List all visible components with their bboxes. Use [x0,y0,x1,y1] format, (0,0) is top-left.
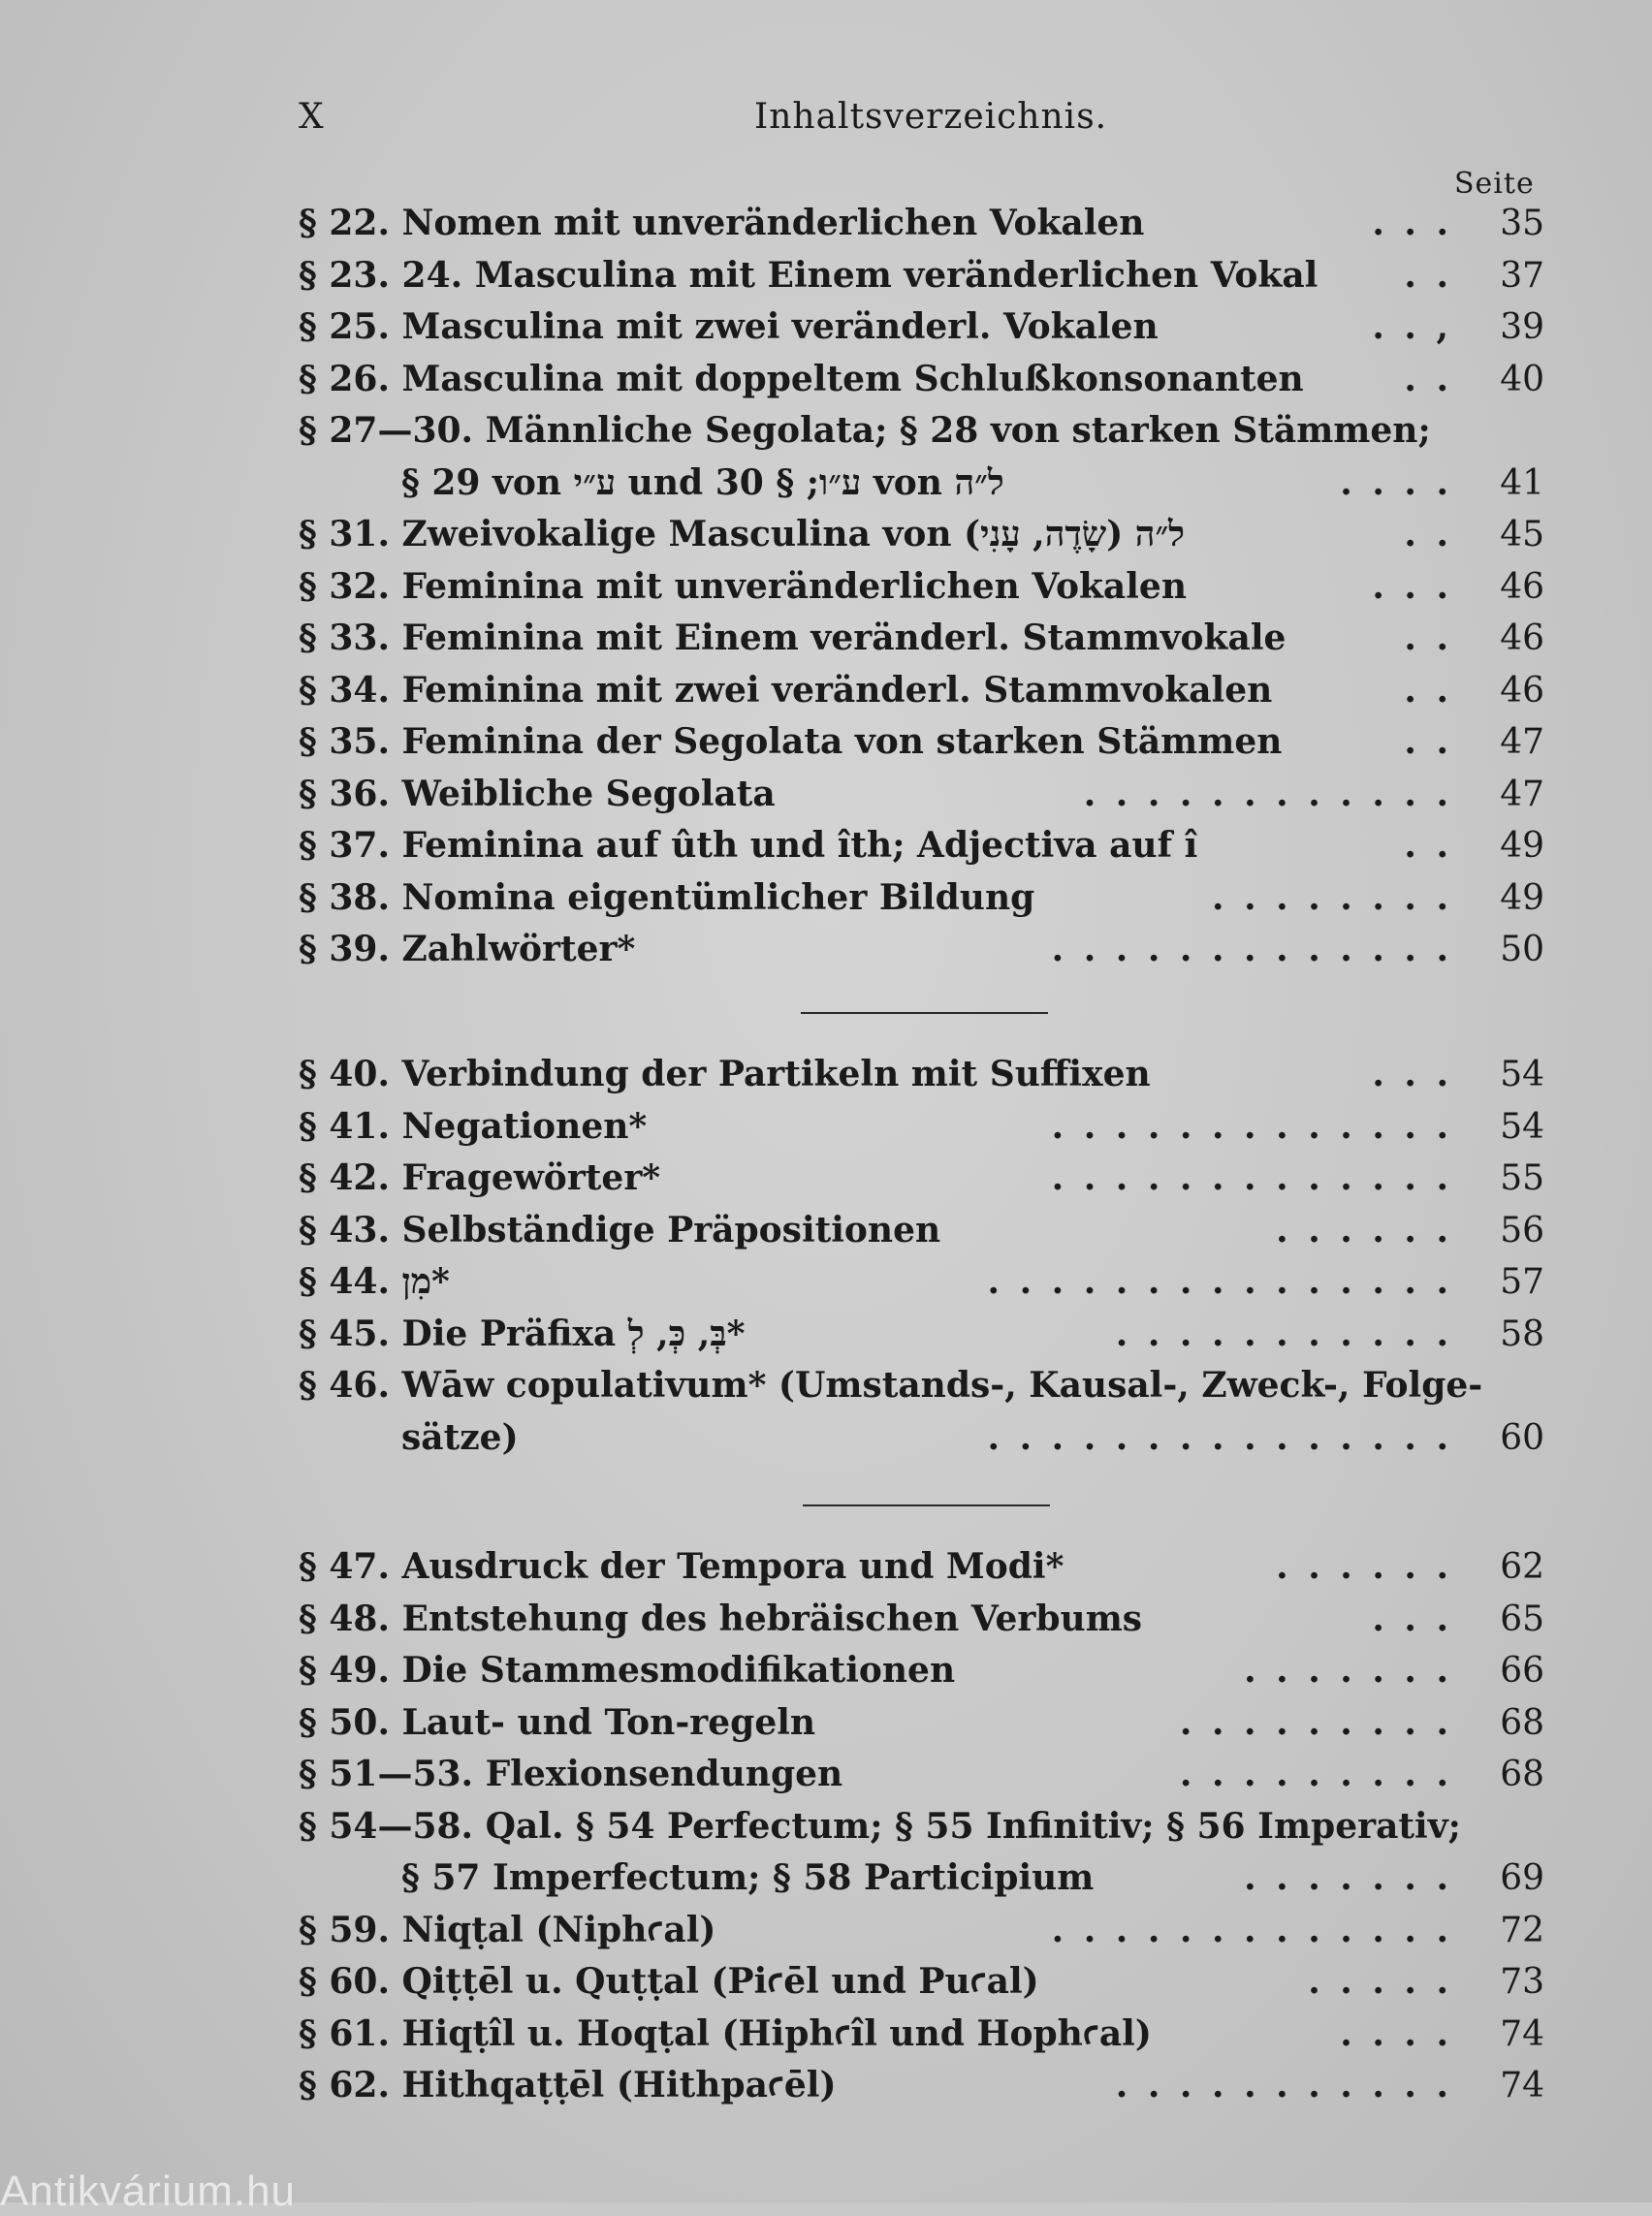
toc-entry-page: 49 [1500,877,1544,918]
toc-entry [299,1697,1544,1750]
toc-entry-title: § 38. Nomina eigentümlicher Bildung [299,876,1035,918]
toc-entry-page: 69 [1500,1858,1544,1898]
toc-entry-title: § 25. Masculina mit zwei veränderl. Vokalen [299,306,1159,347]
toc-entry [299,769,1544,821]
toc-entry [299,1645,1544,1697]
toc-entry-page: 37 [1500,255,1544,296]
toc-entry-title: § 32. Feminina mit unveränderlichen Vokalen [299,565,1187,607]
toc-entry-title: § 59. Niqṭal (Niphꜥal) [299,1909,716,1950]
toc-entry-title: § 26. Masculina mit doppeltem Schlußkonsonanten [299,358,1304,399]
toc-entry [299,924,1544,976]
leader-dots: . . . [1372,1598,1452,1639]
toc-entry-page: 40 [1500,359,1544,399]
toc-entry [299,1412,1544,1465]
toc-entry-page: 46 [1500,670,1544,711]
toc-entry-title: § 48. Entstehung des hebräischen Verbums [299,1598,1143,1639]
toc-entry-title: § 27—30. Männliche Segolata; § 28 von starken Stämmen; [299,410,1431,451]
toc-entry-page: 74 [1500,2066,1544,2105]
toc-entry-page: 57 [1500,1262,1544,1302]
toc-entry [299,301,1544,354]
toc-entry-title: § 60. Qiṭṭēl u. Quṭṭal (Piꜥēl und Puꜥal) [299,1961,1039,2002]
toc-entry [299,250,1544,302]
toc-entry [299,354,1544,406]
toc-entry [299,872,1544,925]
toc-entry-page: 74 [1500,2013,1544,2054]
toc-entry-page: 39 [1500,307,1544,347]
leader-dots: . . [1404,254,1452,296]
leader-dots: . . . . . . [1276,1209,1452,1250]
toc-entry-page: 45 [1500,515,1544,554]
seite-column-label: Seite [1454,167,1535,201]
toc-entry [299,458,1544,510]
toc-section-particles [299,1049,1544,1464]
toc-entry [299,820,1544,872]
toc-entry [299,1852,1544,1905]
toc-section-nouns [299,198,1544,976]
toc-entry-page: 46 [1500,618,1544,658]
toc-entry-page: 54 [1500,1055,1544,1094]
toc-entry [299,198,1544,250]
toc-entry-title: § 37. Feminina auf ûth und îth; Adjectiva auf î [299,825,1198,866]
toc-entry-title: § 43. Selbständige Präpositionen [299,1209,941,1250]
leader-dots: . . . . . . . . [1212,876,1452,918]
leader-dots: . . . . . . . [1244,1857,1452,1898]
toc-entry [299,1594,1544,1646]
toc-entry-title: § 54—58. Qal. § 54 Perfectum; § 55 Infinitiv; § 56 Imperativ; [299,1805,1461,1847]
section-divider [801,1012,1048,1014]
leader-dots: . . [1404,514,1452,554]
leader-dots: . . . [1372,565,1452,607]
toc-entry-page: 35 [1500,204,1544,243]
toc-section-verbs [299,1541,1544,2112]
toc-entry-page: 50 [1500,930,1544,969]
toc-entry-title: § 33. Feminina mit Einem veränderl. Stammvokale [299,617,1287,658]
toc-entry-title: § 35. Feminina der Segolata von starken Stämmen [299,721,1283,762]
toc-entry [299,1101,1544,1154]
leader-dots: . . . . [1340,2012,1452,2054]
toc-entry [299,1905,1544,1957]
toc-entry [299,1956,1544,2009]
page-header [299,97,1540,145]
toc-entry [299,1801,1544,1853]
toc-entry-page: 68 [1500,1755,1544,1794]
page-number: X [299,97,326,137]
toc-entry-page: 73 [1500,1962,1544,2002]
leader-dots: . . . . . . . . . [1179,1701,1452,1743]
toc-entry [299,405,1544,458]
toc-entry-page: 62 [1500,1547,1544,1587]
leader-dots: . . . . . [1308,1961,1452,2002]
toc-entry [299,1153,1544,1205]
toc-entry-page: 72 [1500,1910,1544,1950]
toc-entry-page: 55 [1500,1158,1544,1198]
toc-entry [299,1256,1544,1309]
leader-dots: . . . . . . . . . . . . . [1051,929,1452,969]
toc-entry [299,2060,1544,2112]
toc-entry-title: § 31. Zweivokalige Masculina von ל״ה (שָׂדֶה, עָנִי) [299,514,1186,554]
toc-entry [299,665,1544,717]
toc-entry-title: § 23. 24. Masculina mit Einem veränderlichen Vokal [299,254,1318,296]
leader-dots: . . . . . . . . . . . . . . . [987,1261,1452,1302]
toc-entry [299,561,1544,614]
leader-dots: . . . . . . . . . . . . . [1051,1157,1452,1198]
toc-entry-title: § 45. Die Präfixa בְּ, כְּ, לְ* [299,1313,746,1354]
toc-entry-page: 65 [1500,1599,1544,1639]
leader-dots: . . . . . . . . . [1179,1754,1452,1794]
leader-dots: . . . . . . . . . . . . . . . [987,1416,1452,1458]
toc-entry [299,1049,1544,1101]
leader-dots: . . . . . . . [1244,1650,1452,1691]
toc-entry-page: 49 [1500,826,1544,866]
leader-dots: . . , [1372,306,1452,347]
leader-dots: . . [1404,721,1452,762]
leader-dots: . . . . . . . . . . . . [1083,773,1452,814]
toc-entry-page: 66 [1500,1651,1544,1691]
toc-entry [299,509,1544,561]
toc-entry-page: 47 [1500,774,1544,814]
toc-entry-title: § 51—53. Flexionsendungen [299,1754,843,1794]
leader-dots: . . . [1372,203,1452,243]
toc-entry-title: sätze) [401,1416,519,1458]
toc-entry-page: 58 [1500,1314,1544,1354]
leader-dots: . . . . . . . . . . . . . [1051,1105,1452,1147]
toc-entry-page: 41 [1500,462,1544,503]
toc-entry [299,1309,1544,1361]
leader-dots: . . . . . . . . . . . . . [1051,1909,1452,1950]
toc-entry-page: 46 [1500,566,1544,607]
toc-entry-page: 56 [1500,1210,1544,1250]
toc-entry-title: § 36. Weibliche Segolata [299,773,776,814]
toc-entry-title: § 47. Ausdruck der Tempora und Modi* [299,1546,1064,1587]
toc-entry-title: § 57 Imperfectum; § 58 Participium [401,1857,1095,1898]
toc-entry-title: § 46. Wāw copulativum* (Umstands-, Kausal-, Zweck-, Folge- [299,1365,1483,1406]
toc-entry-title: § 42. Fragewörter* [299,1157,661,1198]
toc-entry [299,716,1544,769]
toc-entry-page: 47 [1500,722,1544,762]
toc-entry-title: § 62. Hithqaṭṭēl (Hithpaꜥēl) [299,2065,837,2105]
toc-entry [299,613,1544,665]
toc-entry-title: § 49. Die Stammesmodifikationen [299,1650,956,1691]
leader-dots: . . . . [1340,461,1452,503]
leader-dots: . . . . . . [1276,1546,1452,1587]
toc-entry-page: 60 [1500,1417,1544,1458]
toc-entry [299,1749,1544,1801]
toc-entry-title: § 34. Feminina mit zwei veränderl. Stammvokalen [299,669,1273,711]
section-divider [803,1504,1050,1506]
toc-entry-title: § 29 von ע״י und ע״ו; § 30 von ל״ה [401,461,1004,503]
leader-dots: . . . . . . . . . . . [1115,2065,1452,2105]
toc-entry-title: § 61. Hiqṭîl u. Hoqṭal (Hiphꜥîl und Hophꜥal) [299,2012,1152,2054]
toc-entry-title: § 40. Verbindung der Partikeln mit Suffixen [299,1054,1151,1094]
leader-dots: . . . [1372,1054,1452,1094]
toc-entry-title: § 39. Zahlwörter* [299,929,636,969]
toc-entry [299,1541,1544,1594]
toc-entry [299,2009,1544,2061]
toc-entry-page: 54 [1500,1106,1544,1147]
toc-entry [299,1360,1544,1412]
watermark: Antikvárium.hu [0,2168,297,2215]
toc-entry-title: § 50. Laut- und Ton-regeln [299,1701,816,1743]
leader-dots: . . [1404,617,1452,658]
toc-entry-title: § 44. מִן* [299,1261,450,1302]
toc-entry-title: § 41. Negationen* [299,1105,648,1147]
leader-dots: . . [1404,825,1452,866]
toc-entry-title: § 22. Nomen mit unveränderlichen Vokalen [299,203,1145,243]
leader-dots: . . [1404,358,1452,399]
running-title: Inhaltsverzeichnis. [754,97,1108,137]
leader-dots: . . [1404,669,1452,711]
toc-entry [299,1205,1544,1257]
toc-entry-page: 68 [1500,1702,1544,1743]
leader-dots: . . . . . . . . . . . [1115,1313,1452,1354]
